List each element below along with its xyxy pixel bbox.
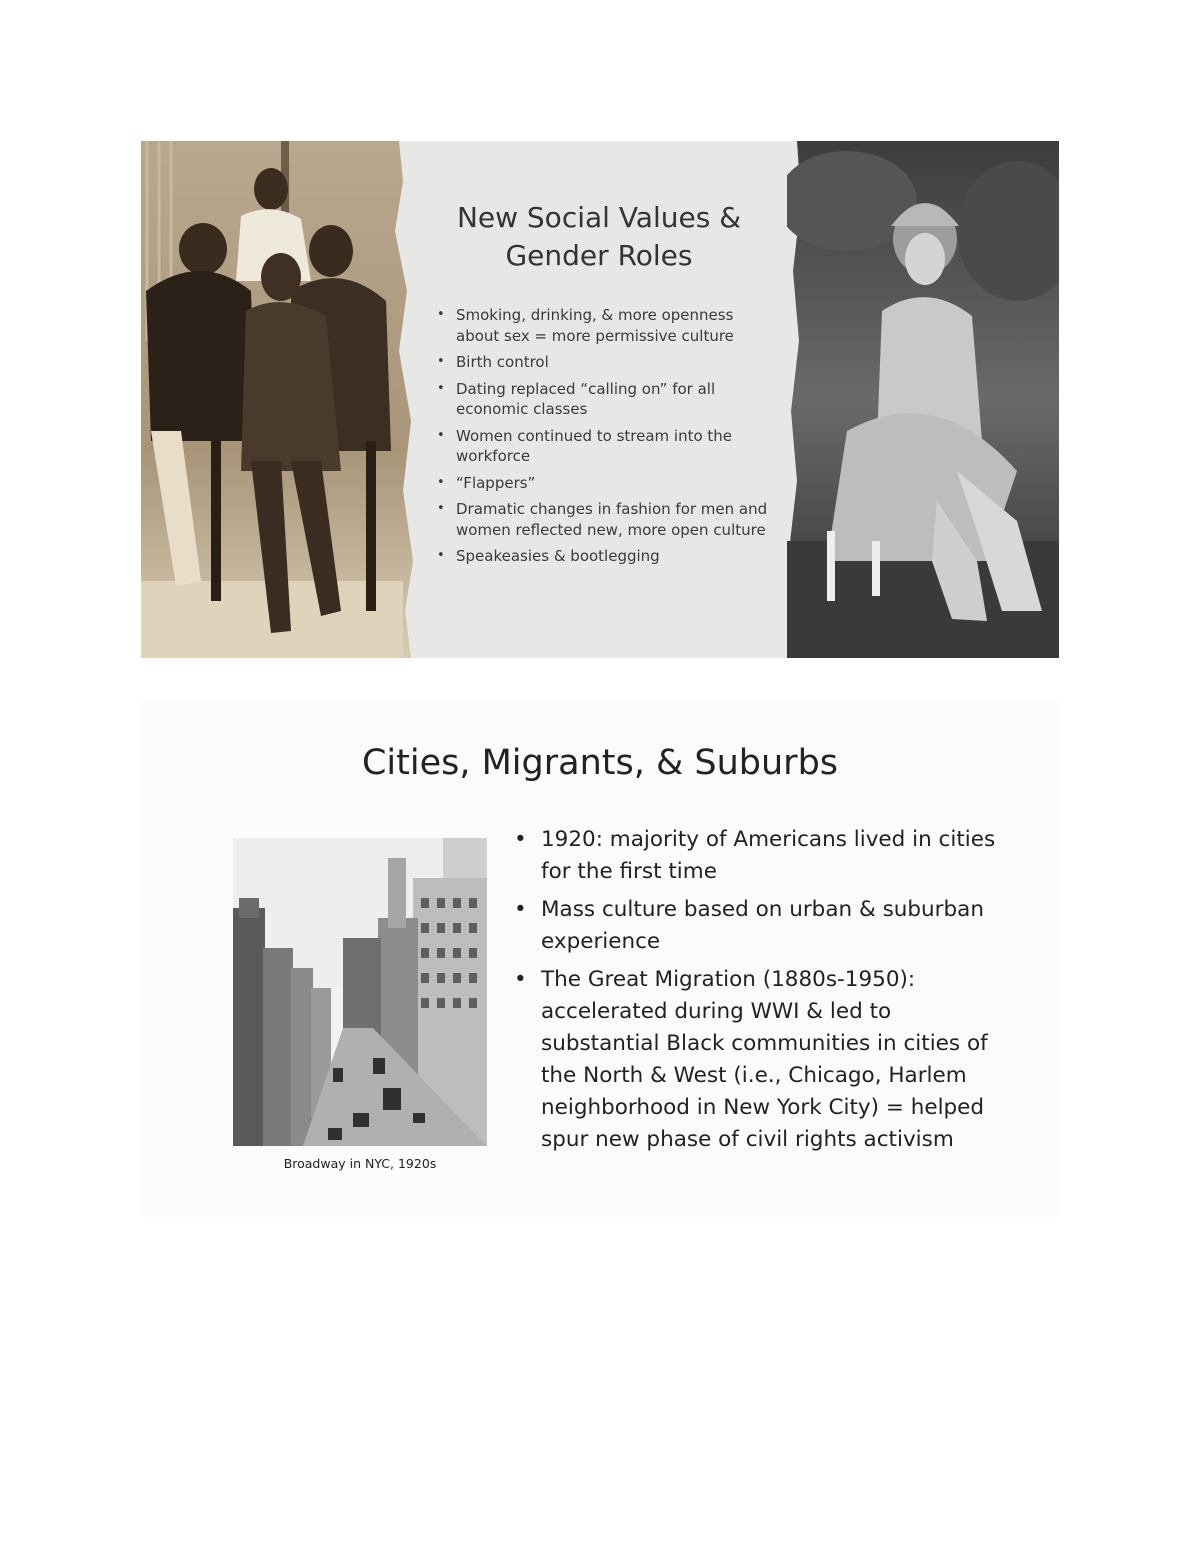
bullet-item: • Dramatic changes in fashion for men and women reflected new, more open culture (435, 499, 775, 540)
bullet-item: • Dating replaced “calling on” for all economic classes (435, 379, 775, 420)
photo-caption: Broadway in NYC, 1920s (283, 1156, 437, 1171)
bullet-item: • Mass culture based on urban & suburban experience (511, 894, 1001, 958)
broadway-street-photo (233, 838, 487, 1146)
bullet-item: • Smoking, drinking, & more openness about sex = more permissive culture (435, 305, 775, 346)
bullet-item: • 1920: majority of Americans lived in cities for the first time (511, 824, 1001, 888)
bullet-item: • “Flappers” (435, 473, 775, 494)
flapper-portrait-photo (787, 141, 1059, 658)
slide-cities-migrants (141, 700, 1059, 1217)
bullet-item: • Birth control (435, 352, 775, 373)
slide-social-values (141, 141, 1059, 658)
slide-1-title-line-2: Gender Roles (505, 239, 693, 272)
slide-2-title: Cities, Migrants, & Suburbs (361, 743, 839, 783)
slide-1-title-line-1: New Social Values & (456, 201, 742, 234)
slide-2-bullet-list (511, 824, 1001, 1162)
bullet-item: • Speakeasies & bootlegging (435, 546, 775, 567)
group-portrait-photo (141, 141, 413, 658)
bullet-item: • Women continued to stream into the workforce (435, 426, 775, 467)
slide-1-bullet-list (435, 305, 775, 573)
slide-1-title (409, 199, 789, 275)
bullet-item: • The Great Migration (1880s-1950): accelerated during WWI & led to substantial Black communities in cities of the North & West (i.e., Chicago, Harlem neighborhood in New York City) = helped spur new phase of civil rights activism (511, 964, 1001, 1156)
